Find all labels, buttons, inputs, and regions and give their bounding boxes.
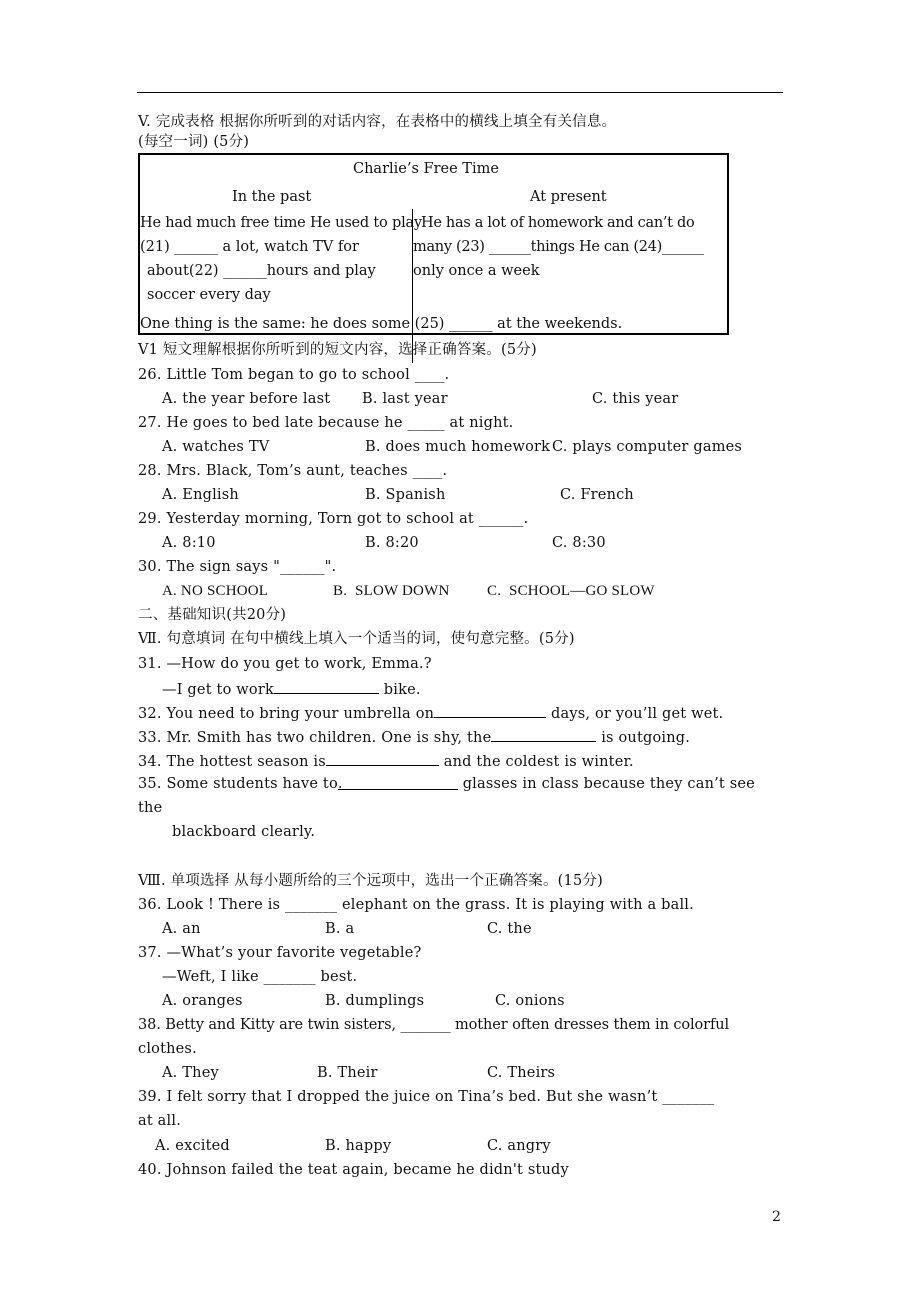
section5-heading: V. 完成表格 根据你所听到的对话内容，在表格中的横线上填全有关信息。 (138, 114, 617, 130)
q29-option-a: A. 8:10 (162, 535, 216, 551)
question-34: 34. The hottest season is and the coldest is winter. (138, 751, 634, 771)
q27-option-a: A. watches TV (162, 439, 270, 455)
q39-option-a: A. excited (155, 1138, 230, 1154)
q26-option-b: B. last year (362, 391, 448, 407)
answer-blank[interactable] (326, 751, 439, 766)
past-line: He had much free time He used to play (140, 215, 422, 231)
q38-option-c: C. Theirs (487, 1065, 556, 1081)
q28-option-b: B. Spanish (365, 487, 446, 503)
section6-heading: V1 短文理解根据你所听到的短文内容，选择正确答案。(5分) (138, 342, 537, 358)
question-31-reply: —I get to work bike. (162, 679, 421, 699)
answer-blank[interactable] (274, 679, 379, 694)
q27-option-b: B. does much homework (365, 439, 551, 455)
q37-option-b: B. dumplings (325, 993, 425, 1009)
free-time-table (138, 153, 729, 335)
question-39-cont: at all. (138, 1113, 182, 1129)
q39-option-c: C. angry (487, 1138, 551, 1154)
q29-option-b: B. 8:20 (365, 535, 419, 551)
q26-option-a: A. the year before last (162, 391, 331, 407)
past-line: (21) ______ a lot, watch TV for (140, 239, 359, 255)
q30-option-b: B. SLOW DOWN (333, 583, 450, 599)
question-38-cont: clothes. (138, 1041, 197, 1057)
q38-option-b: B. Their (317, 1065, 378, 1081)
present-line: He has a lot of homework and can’t do (421, 215, 695, 231)
section8-heading: Ⅷ. 单项选择 从每小题所给的三个远项中，选出一个正确答案。(15分) (138, 873, 603, 889)
question-27: 27. He goes to bed late because he _____ at night. (138, 415, 514, 431)
q30-option-c: C. SCHOOL—GO SLOW (487, 583, 655, 599)
question-37: 37. —What’s your favorite vegetable? (138, 945, 422, 961)
question-35: 35. Some students have to. glasses in class because they can’t see (138, 776, 755, 792)
q37-option-a: A. oranges (162, 993, 243, 1009)
table-title: Charlie’s Free Time (353, 161, 499, 177)
header-rule (137, 92, 783, 93)
past-line: soccer every day (147, 287, 271, 303)
question-32: 32. You need to bring your umbrella on days, or you’ll get wet. (138, 703, 723, 723)
col-present-header: At present (530, 189, 607, 205)
question-36: 36. Look ! There is _______ elephant on the grass. It is playing with a ball. (138, 897, 694, 913)
answer-blank[interactable]: . (338, 775, 458, 790)
present-line: only once a week (413, 263, 540, 279)
q36-option-b: B. a (325, 921, 355, 937)
section5-note: (每空一词) (5分) (138, 134, 250, 150)
question-29: 29. Yesterday morning, Torn got to school at ______. (138, 511, 529, 527)
table-column-divider (412, 209, 413, 363)
q39-option-b: B. happy (325, 1138, 392, 1154)
col-past-header: In the past (232, 189, 312, 205)
question-35-cont2: blackboard clearly. (172, 824, 316, 840)
page-number: 2 (772, 1209, 781, 1225)
q26-option-c: C. this year (592, 391, 679, 407)
question-39: 39. I felt sorry that I dropped the juice on Tina’s bed. But she wasn’t _______ (138, 1089, 715, 1105)
question-35-cont: the (138, 800, 163, 816)
q38-option-a: A. They (162, 1065, 219, 1081)
present-line: many (23) ______things He can (24)______ (413, 239, 704, 255)
q36-option-c: C. the (487, 921, 532, 937)
q37-option-c: C. onions (495, 993, 565, 1009)
question-28: 28. Mrs. Black, Tom’s aunt, teaches ____. (138, 463, 448, 479)
part2-heading: 二、基础知识(共20分) (138, 607, 287, 623)
answer-blank[interactable] (434, 703, 546, 718)
question-30: 30. The sign says "______". (138, 559, 337, 575)
q36-option-a: A. an (162, 921, 201, 937)
table-footer: One thing is the same: he does some (25) ______ at the weekends. (140, 316, 623, 332)
q27-option-c: C. plays computer games (552, 439, 743, 455)
q29-option-c: C. 8:30 (552, 535, 606, 551)
answer-blank[interactable] (491, 727, 596, 742)
question-40: 40. Johnson failed the teat again, became he didn't study (138, 1162, 569, 1178)
question-33: 33. Mr. Smith has two children. One is shy, the is outgoing. (138, 727, 690, 747)
section7-heading: Ⅶ. 句意填词 在句中横线上填入一个适当的词，使句意完整。(5分) (138, 631, 575, 647)
question-26: 26. Little Tom began to go to school ____. (138, 367, 450, 383)
q30-option-a: A. NO SCHOOL (162, 583, 269, 599)
question-38: 38. Betty and Kitty are twin sisters, _______ mother often dresses them in colorful (138, 1017, 730, 1033)
question-37-reply: —Weft, I like _______ best. (162, 969, 358, 985)
question-31: 31. —How do you get to work, Emma.? (138, 656, 432, 672)
past-line: about(22) ______hours and play (147, 263, 376, 279)
q28-option-c: C. French (560, 487, 634, 503)
q28-option-a: A. English (162, 487, 239, 503)
